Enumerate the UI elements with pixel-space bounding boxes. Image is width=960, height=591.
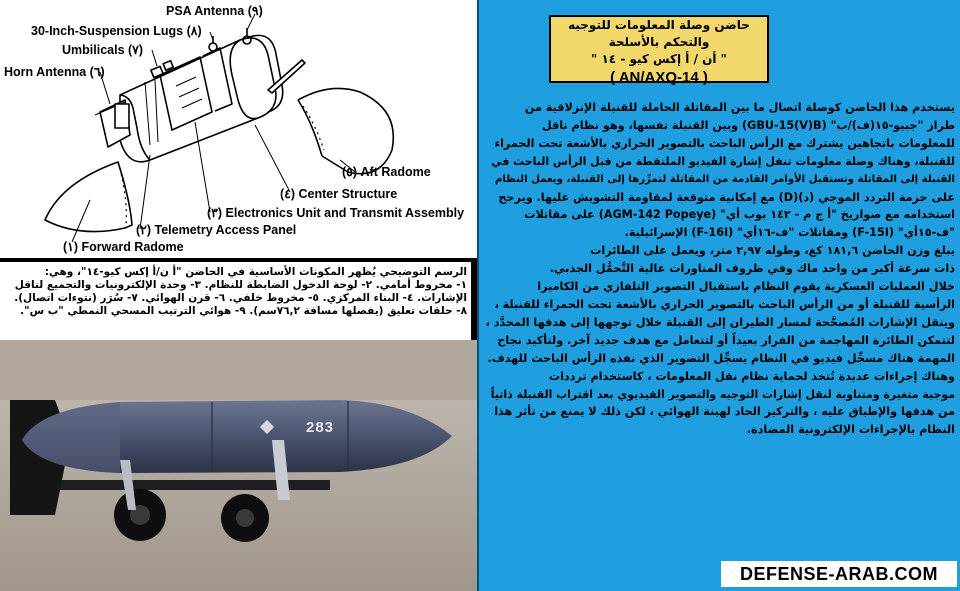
diagram-caption — [0, 260, 471, 340]
watermark: DEFENSE-ARAB.COM — [721, 561, 957, 587]
body-line: موجية متغيرة ومتناوبة لنقل إشارات التوجيه والتصوير الفيديوي بعد اقتراب القنبلة ذاتياً — [490, 387, 955, 401]
title-arabic-designation: " أن / أ إكس كيو - ١٤ " — [591, 52, 727, 66]
body-line: للمعلومات باتجاهين يشترك مع الرأس الباحث بالتصوير الحراري بالأشعة تحت الحمراء — [494, 136, 955, 150]
body-line: النظام بالإجراءات الإلكترونية المضادة. — [746, 423, 955, 437]
body-line: ذات سرعة أكبر من واحد ماك وفي ظروف المناورات عالية التَّحمُّل الجذبي. — [549, 262, 955, 276]
article-panel — [477, 0, 960, 591]
label-suspension-lugs: 30-Inch-Suspension Lugs (٨) — [31, 24, 202, 38]
pod-serial-number: 283 — [306, 419, 335, 436]
article-body — [485, 100, 955, 440]
body-line: الرأسية للقنبلة أو من الرأس الباحث بالتصوير الحراري بالأشعة تحت الحمراء للقنبلة ، — [494, 297, 955, 311]
body-line: وينقل الإشارات المُصحَّحة لمسار الطيران إلى القنبلة خلال توجهها إلى هدفها المحدَّد ، — [485, 315, 955, 329]
label-umbilicals: Umbilicals (٧) — [62, 43, 144, 57]
body-line: على حزمة التردد الموجي (د)(D) مع إمكانية متوقعة لمقاومة التشويش عليها. ويرجح — [498, 190, 955, 204]
title-designation: ( AN/AXQ-14 ) — [610, 69, 708, 86]
label-aft-radome: (٥) Aft Radome — [342, 165, 431, 179]
body-line: طراز "جبيو-١٥(ف)/ب" (GBU-15(V)B) وبين القنبلة نفسها، وهو نظام ناقل — [541, 118, 955, 132]
title-box — [549, 15, 769, 86]
caption-line: ٨- حلقات تعليق (يفصلها مسافة ٧٦,٢سم). ٩- هوائي الترتيب المسحي النمطي "ب س". — [20, 305, 467, 317]
label-telemetry-panel: (٢) Telemetry Access Panel — [136, 223, 297, 237]
body-line: خلال العمليات العسكرية يقوم النظام باستقبال التصوير التلفازي من الكاميرا — [537, 280, 955, 294]
body-line: من هدفها والإطباق عليه ، والتركيز الحاد لهبنة الهوائي ، لكن ذلك لا يمنع من تأثر هذا — [494, 405, 955, 419]
body-line: لتتمكن الطائرة المهاجمة من الفرار بعيداً أو لتتعامل مع هدف جديد آخر. ولتأكيد نجاح — [497, 333, 955, 347]
body-line: "ف-١٥أي" (F-15I) ومقاتلات "ف-١٦أي" (F-16I) الإسرائيلية. — [624, 226, 955, 240]
label-forward-radome: (١) Forward Radome — [63, 240, 184, 254]
body-line: استخدامه مع صواريخ "أ ج م - ١٤٢ بوب أي" (AGM-142 Popeye) على مقاتلات — [524, 208, 955, 222]
exploded-diagram — [0, 0, 479, 260]
pod-photo — [0, 340, 477, 591]
body-line: يبلغ وزن الحاضن ١٨١,٦ كغ، وطوله ٢,٩٧ متر، ويعمل على الطائرات — [590, 244, 955, 258]
body-line: وهناك إجراءات عديدة تُتخذ لحماية نظام نقل المعلومات ، كاستخدام ترددات — [548, 369, 955, 383]
label-center-structure: (٤) Center Structure — [280, 187, 398, 201]
label-electronics-unit: (٣) Electronics Unit and Transmit Assembly — [207, 206, 465, 220]
label-psa-antenna: PSA Antenna (٩) — [166, 4, 263, 18]
pod-photo-illustration — [0, 340, 477, 591]
title-arabic: حاضن وصلة المعلومات للتوجيه والتحكم بالأسلحة — [568, 18, 750, 49]
body-line: للقنبلة، وهناك وصلة معلومات تنقل إشارة الفيديو الملتقطة من قبل الرأس الباحث في — [491, 154, 955, 168]
body-line: القنبلة إلى المقاتلة وتستقبل الأوامر القادمة من المقاتلة لتمرِّرها إلى القنبلة، ويعمل النظام — [494, 173, 955, 185]
body-line: المهمة هناك مسجِّل فيديو في النظام يسجِّل التصوير الذي نفذه الرأس الباحث للهدف. — [487, 351, 955, 365]
label-horn-antenna: Horn Antenna (٦) — [4, 65, 105, 79]
caption-line: الرسم التوضيحي يُظهر المكونات الأساسية في الحاضن "أ ن/أ إكس كيو-١٤"، وهي: — [44, 266, 467, 278]
caption-line: الإشارات. ٤- البناء المركزي. ٥- مخروط خلفي. ٦- قرن الهوائي. ٧- سُرَر (نتوءات اتصال). — [14, 292, 467, 304]
body-line: يستخدم هذا الحاضن كوصلة اتصال ما بين المقاتلة الحاملة للقنبلة الإنزلاقية من — [524, 101, 955, 114]
caption-line: ١- مخروط أمامي. ٢- لوحة الدخول الضابطة للنظام. ٣- وحدة الإلكترونيات والتجميع لناقل — [14, 279, 467, 291]
